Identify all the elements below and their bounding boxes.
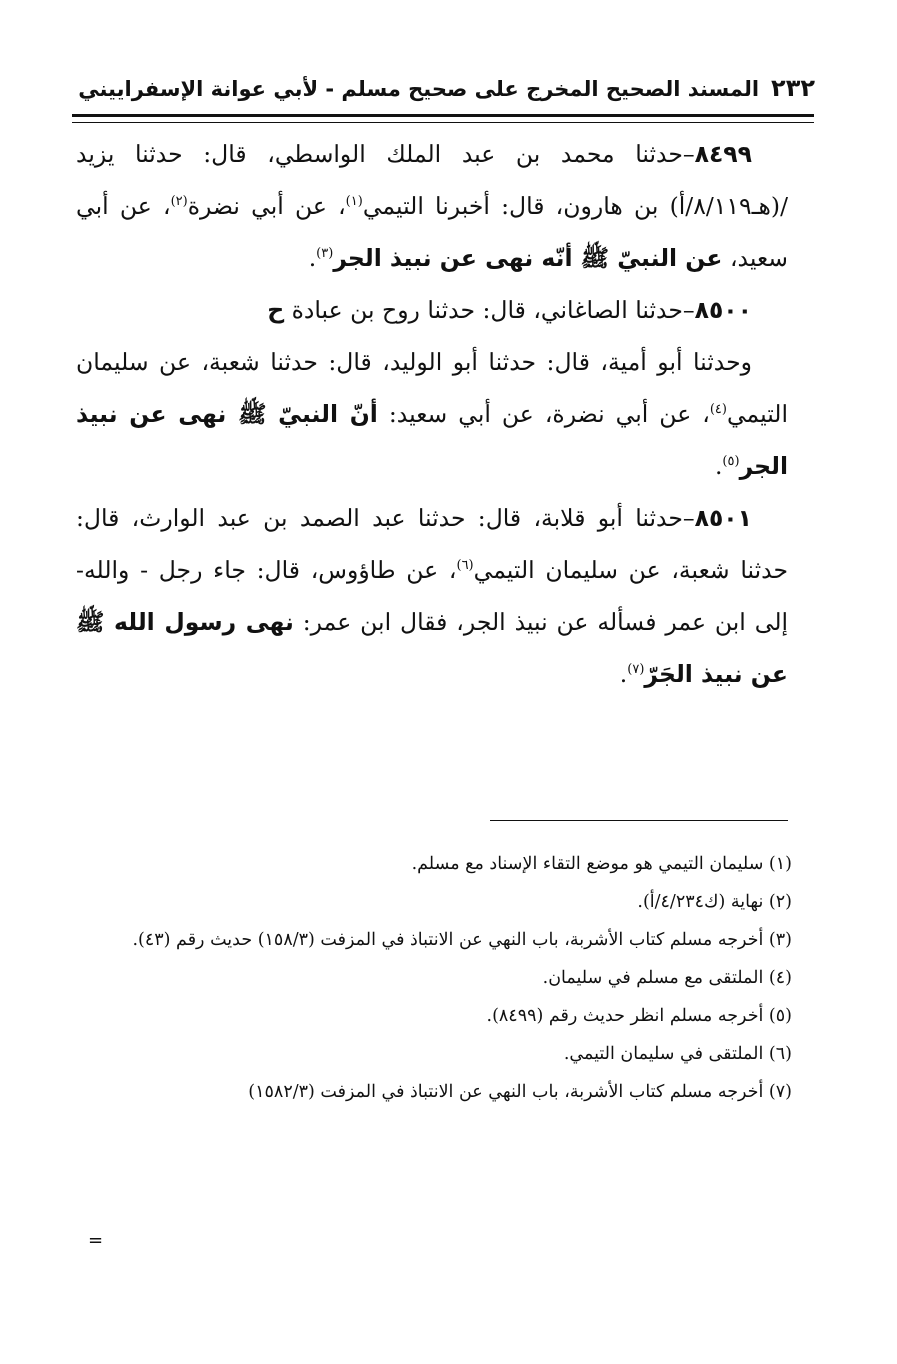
hadith-matn: عن النبيّ ﷺ أنّه نهى عن نبيذ الجر <box>333 244 723 272</box>
footnote-5: (٥) أخرجه مسلم انظر حديث رقم (٨٤٩٩). <box>486 1006 792 1026</box>
hadith-8500-line1 <box>76 284 788 336</box>
hadith-number: ٨٥٠١ <box>694 504 752 532</box>
footnote-ref: (٥) <box>722 454 740 470</box>
tahwil-mark: ح <box>267 296 285 324</box>
page-number: ٢٣٢ <box>771 74 815 102</box>
hadith-end: . <box>308 244 317 272</box>
hadith-end: . <box>714 452 723 480</box>
hadith-text: ، عن أبي نضرة <box>187 192 346 220</box>
hadith-number: ٨٥٠٠ <box>694 296 752 324</box>
footnote-3: (٣) أخرجه مسلم كتاب الأشربة، باب النهي عن الانتباذ في المزفت (١٥٨/٣) حديث رقم (٤٣). <box>132 930 792 950</box>
hadith-8499 <box>76 128 788 284</box>
header-rule-thick <box>72 114 814 117</box>
running-header <box>70 70 815 107</box>
hadith-matn: أنّ النبيّ ﷺ نهى عن نبيذ الجر <box>76 400 788 480</box>
footnote-ref: (٢) <box>170 194 188 210</box>
footnote-ref: (٣) <box>316 246 334 262</box>
hadith-text: ، عن طاؤوس، قال: جاء رجل - والله- إلى ابن عمر فسأله عن نبيذ الجر، فقال ابن عمر: <box>76 556 789 636</box>
hadith-matn: نهى رسول الله ﷺ عن نبيذ الجَرّ <box>76 608 788 688</box>
footnote-4: (٤) الملتقى مع مسلم في سليمان. <box>542 968 792 988</box>
footnote-ref: (٤) <box>709 402 727 418</box>
footnote-ref: (٧) <box>627 662 645 678</box>
header-rule-thin <box>72 122 814 123</box>
hadith-text: ، عن أبي سعيد، <box>76 192 788 272</box>
hadith-text: –حدثنا الصاغاني، قال: حدثنا روح بن عبادة <box>284 296 695 324</box>
footnote-1: (١) سليمان التيمي هو موضع التقاء الإسناد مع مسلم. <box>411 854 792 874</box>
hadith-number: ٨٤٩٩ <box>694 140 752 168</box>
footnote-ref: (٦) <box>456 558 474 574</box>
footnote-2: (٢) نهاية (ك٤/٢٣٤/أ). <box>637 892 792 912</box>
hadith-8500-line2 <box>76 336 788 492</box>
footnote-ref: (١) <box>345 194 363 210</box>
hadith-text: –حدثنا محمد بن عبد الملك الواسطي، قال: حدثنا يزيد /(هـ٨/١١٩/أ) بن هارون، قال: أخبرنا التيمي <box>76 140 788 220</box>
main-text <box>76 128 788 700</box>
hadith-text: ، عن أبي نضرة، عن أبي سعيد: <box>377 400 710 428</box>
hadith-end: . <box>619 660 628 688</box>
hadith-text: –حدثنا أبو قلابة، قال: حدثنا عبد الصمد بن عبد الوارث، قال: حدثنا شعبة، عن سليمان التيمي <box>76 504 788 584</box>
footnote-7: (٧) أخرجه مسلم كتاب الأشربة، باب النهي عن الانتباذ في المزفت (١٥٨٢/٣) <box>248 1082 792 1102</box>
hadith-text: وحدثنا أبو أمية، قال: حدثنا أبو الوليد، قال: حدثنا شعبة، عن سليمان التيمي <box>76 348 788 428</box>
footnote-separator <box>490 820 788 821</box>
footnote-6: (٦) الملتقى في سليمان التيمي. <box>563 1044 792 1064</box>
running-title: المسند الصحيح المخرج على صحيح مسلم - لأبي عوانة الإسفراييني <box>78 77 760 101</box>
hadith-8501 <box>76 492 788 700</box>
footnotes <box>76 845 792 1111</box>
continuation-mark: = <box>88 1230 104 1251</box>
